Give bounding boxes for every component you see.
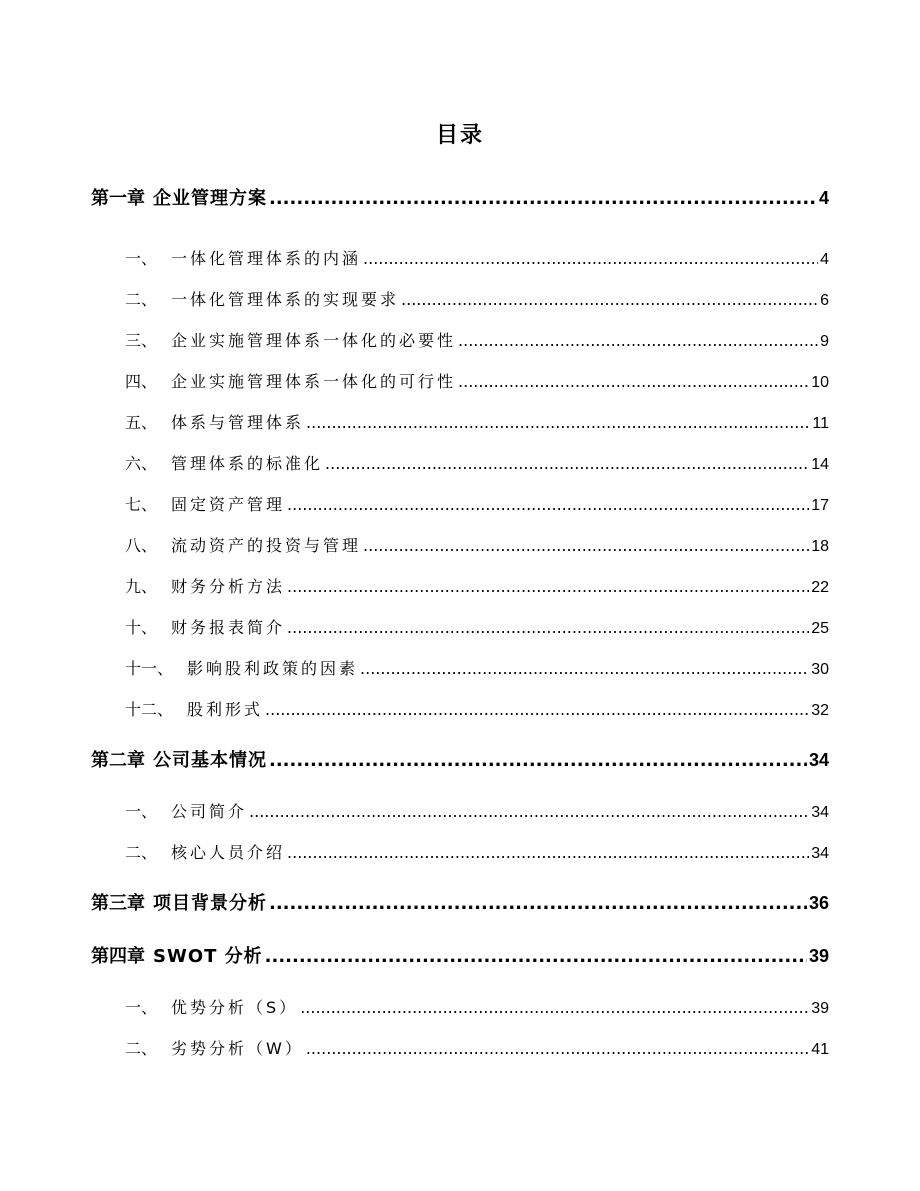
toc-section[interactable] (125, 697, 829, 721)
toc-section-title: 劣势分析（W） (171, 1039, 304, 1058)
toc-section-title: 优势分析（S） (171, 998, 299, 1017)
toc-section[interactable] (125, 656, 829, 680)
toc-dot-leader (287, 495, 809, 514)
toc-section-number: 二、 (125, 843, 158, 862)
toc-page-number: 32 (811, 702, 829, 719)
toc-section-title: 管理体系的标准化 (171, 454, 324, 473)
toc-section-title: 固定资产管理 (171, 495, 286, 514)
toc-page-number: 22 (811, 579, 829, 596)
toc-page-number: 34 (811, 845, 829, 862)
page-title: 目录 (435, 123, 484, 148)
toc-chapter-title: SWOT 分析 (153, 946, 263, 967)
toc-page-number: 36 (808, 893, 829, 913)
toc-chapter-2[interactable] (91, 746, 829, 772)
toc-dot-leader (306, 1039, 809, 1058)
toc-section[interactable] (125, 492, 829, 516)
toc-section-number: 五、 (125, 413, 158, 432)
toc-chapter-number: 第三章 (91, 893, 145, 914)
toc-section-number: 七、 (125, 495, 158, 514)
toc-section-title: 一体化管理体系的内涵 (171, 249, 362, 268)
toc-section-number: 一、 (125, 249, 158, 268)
toc-section[interactable] (125, 246, 829, 270)
toc-dot-leader (269, 750, 807, 771)
toc-dot-leader (300, 998, 809, 1017)
toc-section-title: 体系与管理体系 (171, 413, 305, 432)
toc-section[interactable] (125, 995, 829, 1019)
toc-page-number: 39 (808, 946, 829, 966)
toc-chapter-title: 项目背景分析 (153, 893, 267, 914)
toc-page-number: 4 (818, 188, 829, 208)
toc-page-number: 34 (808, 750, 829, 770)
toc-section-number: 八、 (125, 536, 158, 555)
toc-section-title: 流动资产的投资与管理 (171, 536, 362, 555)
toc-section-number: 六、 (125, 454, 158, 473)
toc-dot-leader (363, 536, 809, 555)
toc-dot-leader (325, 454, 809, 473)
toc-dot-leader (458, 331, 818, 350)
toc-section[interactable] (125, 840, 829, 864)
toc-section[interactable] (125, 615, 829, 639)
toc-page-number: 14 (811, 456, 829, 473)
toc-page-number: 18 (811, 538, 829, 555)
toc-dot-leader (306, 413, 810, 432)
toc-section-title: 核心人员介绍 (171, 843, 286, 862)
toc-chapter-3[interactable] (91, 889, 829, 915)
toc-section-title: 企业实施管理体系一体化的必要性 (171, 331, 457, 350)
toc-dot-leader (360, 659, 809, 678)
toc-page-number: 11 (812, 415, 829, 432)
toc-dot-leader (265, 946, 807, 967)
toc-section-title: 股利形式 (187, 700, 264, 719)
toc-section-title: 一体化管理体系的实现要求 (171, 290, 400, 309)
toc-section[interactable] (125, 574, 829, 598)
toc-section-title: 财务报表简介 (171, 618, 286, 637)
toc-dot-leader (287, 577, 809, 596)
toc-section[interactable] (125, 451, 829, 475)
toc-section-title: 影响股利政策的因素 (187, 659, 359, 678)
toc-page-number: 39 (811, 1000, 829, 1017)
toc-dot-leader (265, 700, 809, 719)
toc-dot-leader (458, 372, 809, 391)
toc-page-number: 6 (820, 292, 829, 309)
toc-section-number: 二、 (125, 290, 158, 309)
toc-section[interactable] (125, 287, 829, 311)
toc-section-title: 企业实施管理体系一体化的可行性 (171, 372, 457, 391)
toc-dot-leader (287, 618, 809, 637)
toc-section[interactable] (125, 410, 829, 434)
toc-section-number: 一、 (125, 998, 158, 1017)
toc-page-number: 10 (811, 374, 829, 391)
toc-section[interactable] (125, 799, 829, 823)
toc-section-number: 三、 (125, 331, 158, 350)
toc-dot-leader (401, 290, 818, 309)
toc-chapter-number: 第二章 (91, 750, 145, 771)
toc-dot-leader (287, 843, 809, 862)
toc-section[interactable] (125, 533, 829, 557)
toc-dot-leader (269, 188, 817, 209)
toc-section-title: 公司简介 (171, 802, 248, 821)
toc-section-number: 十、 (125, 618, 158, 637)
toc-dot-leader (249, 802, 809, 821)
toc-chapter-title: 企业管理方案 (153, 188, 267, 209)
toc-chapter-title: 公司基本情况 (153, 750, 267, 771)
toc-chapter-number: 第四章 (91, 946, 145, 967)
toc-page-number: 34 (811, 804, 829, 821)
toc-section[interactable] (125, 328, 829, 352)
toc-page-number: 41 (811, 1041, 829, 1058)
toc-section-title: 财务分析方法 (171, 577, 286, 596)
toc-page-number: 25 (811, 620, 829, 637)
toc-page-number: 30 (811, 661, 829, 678)
toc-section[interactable] (125, 369, 829, 393)
toc-dot-leader (269, 893, 807, 914)
toc-chapter-4[interactable] (91, 942, 829, 968)
toc-dot-leader (363, 249, 818, 268)
toc-section-number: 四、 (125, 372, 158, 391)
toc-section-number: 十一、 (125, 659, 174, 678)
toc-page-number: 17 (811, 497, 829, 514)
toc-section-number: 九、 (125, 577, 158, 596)
toc-section[interactable] (125, 1036, 829, 1060)
toc-section-number: 十二、 (125, 700, 174, 719)
toc-chapter-1[interactable] (91, 184, 829, 210)
toc-page-number: 9 (820, 333, 829, 350)
toc-page-number: 4 (820, 251, 829, 268)
toc-chapter-number: 第一章 (91, 188, 145, 209)
toc-section-number: 二、 (125, 1039, 158, 1058)
toc-section-number: 一、 (125, 802, 158, 821)
